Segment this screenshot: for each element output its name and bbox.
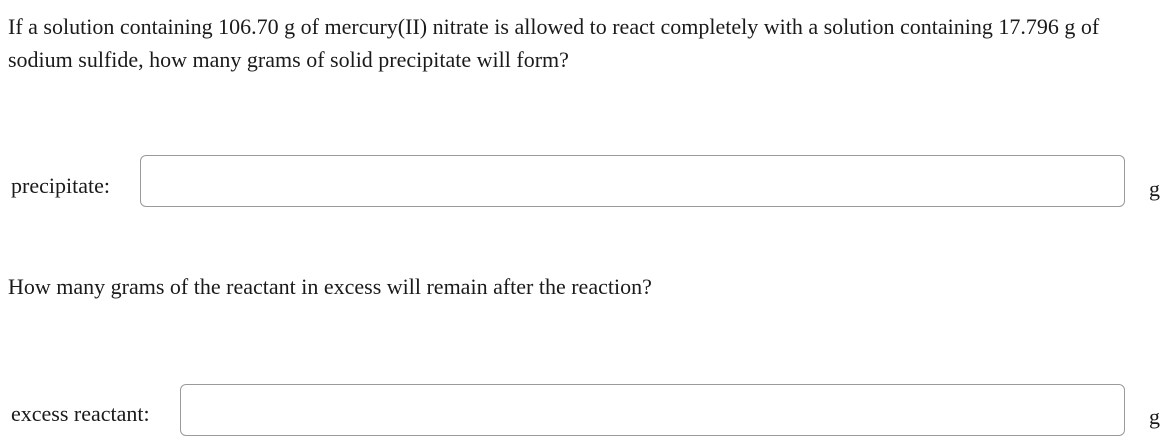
excess-reactant-input[interactable] bbox=[180, 384, 1125, 436]
precipitate-input[interactable] bbox=[140, 155, 1125, 207]
precipitate-label: precipitate: bbox=[11, 173, 110, 198]
excess-reactant-label: excess reactant: bbox=[11, 401, 150, 426]
excess-reactant-unit: g bbox=[1149, 404, 1160, 429]
question-precipitate-text: If a solution containing 106.70 g of mercury(II) nitrate is allowed to react completely with a solution containing 17.796 g of sodium sulfide, how many grams of solid precipitate will form? bbox=[8, 14, 1100, 72]
precipitate-unit: g bbox=[1149, 176, 1160, 201]
question-excess-text: How many grams of the reactant in excess will remain after the reaction? bbox=[8, 274, 652, 299]
